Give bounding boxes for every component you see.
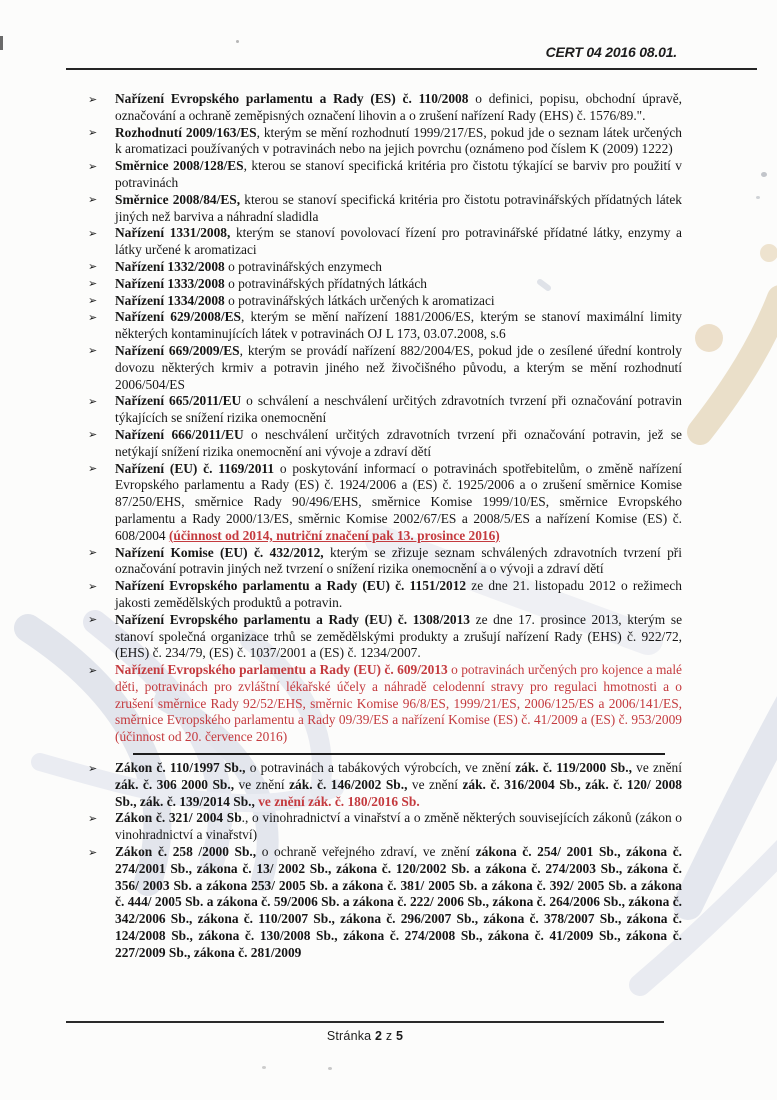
text-segment: Směrnice 2008/84/ES, bbox=[115, 191, 241, 207]
arrow-bullet-icon: ➢ bbox=[88, 126, 98, 140]
arrow-bullet-icon: ➢ bbox=[88, 92, 98, 106]
text-segment: (účinnost od 2014, nutriční značení pak 13. prosince 2016) bbox=[168, 527, 500, 543]
list-item bbox=[88, 342, 682, 393]
list-item bbox=[88, 91, 683, 125]
list-item bbox=[88, 810, 682, 844]
list-item bbox=[88, 844, 682, 962]
list-item bbox=[88, 258, 682, 276]
text-segment: Rozhodnutí 2009/163/ES bbox=[115, 124, 257, 140]
text-segment: Nařízení 666/2011/EU bbox=[115, 426, 244, 442]
text-segment: o schválení a neschválení určitých zdravotních tvrzení při označování potravin týkajících se snížení rizika onemocnění bbox=[115, 393, 682, 426]
arrow-bullet-icon: ➢ bbox=[88, 811, 98, 825]
text-segment: ze dne 17. prosince 2013, kterým se stanoví společná organizace trhů se zemědělskými produkty a zrušují nařízení Rady (EHS) č. 922/72, (EHS) č. 234/79, (ES) č. 1037/2001 a (ES) č. 1234/2007. bbox=[115, 611, 683, 661]
text-segment: Nařízení Evropského parlamentu a Rady (EU) č. 1308/2013 bbox=[115, 611, 471, 627]
text-segment: Nařízení 1332/2008 bbox=[115, 258, 225, 274]
arrow-bullet-icon: ➢ bbox=[88, 310, 98, 324]
arrow-bullet-icon: ➢ bbox=[88, 546, 98, 560]
text-segment: ve znění zák. č. 180/2016 Sb. bbox=[258, 793, 420, 809]
list-item bbox=[88, 191, 682, 226]
arrow-bullet-icon: ➢ bbox=[88, 344, 98, 358]
text-segment: zák. č. 306 2000 Sb., bbox=[115, 776, 235, 792]
list-item bbox=[88, 124, 683, 159]
text-segment: kterým se zřizuje seznam schválených zdravotních tvrzení při označování potravin jiných než tvrzení o snížení rizika onemocnění a o vývoji a zdraví dětí bbox=[115, 544, 682, 577]
text-segment: , kterým se mění rozhodnutí 1999/217/ES, pokud jde o seznam látek určených k aromatizaci používaných v potravinách nebo na jejich povrchu (oznámeno pod číslem K (2009) 1222) bbox=[115, 124, 683, 157]
text-segment: ze dne 21. listopadu 2012 o režimech jakosti zemědělských produktů a potravin. bbox=[115, 578, 682, 610]
text-segment: Zákon č. 258 /2000 Sb., bbox=[115, 844, 257, 860]
text-segment: Nařízení 1333/2008 bbox=[115, 275, 225, 291]
arrow-bullet-icon: ➢ bbox=[88, 663, 98, 677]
text-segment: kterým se stanoví povolovací řízení pro potravinářské přídatné látky, enzymy a látky určené k aromatizaci bbox=[115, 225, 682, 258]
text-segment: Nařízení Evropského parlamentu a Rady (EU) č. 1151/2012 bbox=[115, 578, 467, 594]
text-segment: zák. č. 146/2002 Sb., bbox=[289, 776, 408, 792]
arrow-bullet-icon: ➢ bbox=[88, 294, 98, 308]
text-segment: , kterým se mění nařízení 1881/2006/ES, kterým se stanoví maximální limity některých kontaminujících látek v potravinách OJ L 173, 03.07.2008, s.6 bbox=[115, 309, 682, 342]
list-item bbox=[88, 309, 682, 343]
text-segment: o poskytování informací o potravinách spotřebitelům, o změně nařízení Evropského parlamentu a Rady (ES) č. 1924/2006 a (ES) č. 1925/2006 a o zrušení směrnice Komise 87/250/EHS, směrnice Rady 90/496/EHS, směrnice Komise 1999/10/ES, směrnice Evropského parlamentu a Rady 2000/13/ES, směrnic Komise 2002/67/ES a 2008/5/ES a nařízení Komise (ES) č. 608/2004 bbox=[115, 460, 682, 543]
header-rule bbox=[66, 68, 757, 70]
text-segment: Nařízení Evropského parlamentu a Rady (ES) č. 110/2008 bbox=[115, 91, 469, 106]
footer-of-label: z bbox=[385, 1029, 393, 1043]
list-item bbox=[88, 158, 682, 192]
list-item bbox=[88, 393, 682, 427]
text-segment: Nařízení 1334/2008 bbox=[115, 292, 225, 308]
footer-page-label: Stránka bbox=[326, 1029, 372, 1043]
text-segment: Zákon č. 110/1997 Sb., bbox=[115, 760, 246, 776]
text-segment: ., o vinohradnictví a vinařství a o změně některých souvisejících zákonů (zákon o vinohradnictví a vinařství) bbox=[115, 810, 682, 843]
text-segment: o potravinách určených pro kojence a malé děti, potravinách pro zvláštní lékařské účely a náhradě celodenní stravy pro regulaci hmotnosti a o zrušení směrnice Rady 92/52/EHS, směrnic Komise 96/8/ES, 1999/21/ES, 2006/125/ES a 2006/141/ES, směrnice Evropského parlamentu a Rady 09/39/ES a nařízení Komise (ES) č. 41/2009 a (ES) č. 953/2009 (účinnost od 20. července 2016) bbox=[115, 662, 682, 745]
text-segment: o neschválení určitých zdravotních tvrzení při označování potravin, jež se netýkají snížení rizika onemocnění ani vývoje a zdraví dětí bbox=[115, 426, 682, 459]
footer-page-total: 5 bbox=[396, 1029, 404, 1043]
text-segment: , kterou se stanoví specifická kritéria pro čistotu týkající se barviv pro použití v potravinách bbox=[115, 158, 682, 190]
text-segment: Nařízení Evropského parlamentu a Rady (EU) č. 609/2013 bbox=[115, 662, 448, 678]
arrow-bullet-icon: ➢ bbox=[88, 193, 98, 207]
text-segment: o potravinářských přídatných látkách bbox=[224, 275, 427, 291]
text-segment: zákona č. 254/ 2001 Sb., zákona č. 274/2001 Sb., zákona č. 13/ 2002 Sb., zákona č. 120/2002 Sb. a zákona č. 274/2003 Sb., zákona č. 356/ 2003 Sb. a zákona 253/ 2005 Sb. a zákona č. 381/ 2005 Sb. a zákona č. 392/ 2005 Sb. a zákona č. 444/ 2005 Sb. a zákona č. 59/2006 Sb. a zákona č. 222/ 2006 Sb., zákona č. 264/2006 Sb., zákona č. 342/2006 Sb., zákona č. 110/2007 Sb., zákona č. 296/2007 Sb., zákona č. 378/2007 Sb., zákona č. 124/2008 Sb., zákona č. 130/2008 Sb., zákona č. 274/2008 Sb., zákona č. 41/2009 Sb., zákona č. 227/2009 Sb., zákona č. 281/2009 bbox=[115, 844, 682, 960]
list-item bbox=[88, 225, 682, 259]
text-segment: , kterým se provádí nařízení 882/2004/ES, pokud jde o zesílené úřední kontroly dovozu některých krmiv a potravin jiného než živočišného původu, a kterým se mění rozhodnutí 2006/504/ES bbox=[115, 342, 682, 392]
content-area bbox=[0, 91, 777, 962]
arrow-bullet-icon: ➢ bbox=[88, 761, 98, 775]
scan-edge-artifact bbox=[0, 36, 3, 50]
text-segment: ve znění bbox=[631, 760, 682, 776]
arrow-bullet-icon: ➢ bbox=[88, 579, 98, 593]
scan-speck bbox=[262, 1066, 266, 1069]
text-segment: o definici, popisu, obchodní úpravě, označování a ochraně zeměpisných označení lihovin a o zrušení nařízení Rady (EHS) č. 1576/89.". bbox=[115, 91, 683, 123]
text-segment: zák. č. 119/2000 Sb., bbox=[515, 760, 632, 776]
text-segment: Nařízení 629/2008/ES bbox=[115, 309, 241, 325]
arrow-bullet-icon: ➢ bbox=[88, 613, 98, 627]
scan-speck bbox=[328, 1067, 332, 1070]
text-segment: o potravinářských enzymech bbox=[224, 258, 382, 274]
eu-regulation-list bbox=[0, 91, 777, 746]
text-segment: ve znění bbox=[407, 776, 463, 792]
arrow-bullet-icon: ➢ bbox=[88, 159, 98, 173]
footer-page-number: 2 bbox=[375, 1029, 383, 1043]
arrow-bullet-icon: ➢ bbox=[88, 394, 98, 408]
text-segment: Směrnice 2008/128/ES bbox=[115, 158, 244, 174]
footer-rule bbox=[66, 1021, 664, 1023]
text-segment: ve znění bbox=[234, 776, 290, 792]
arrow-bullet-icon: ➢ bbox=[88, 462, 98, 476]
scan-speck bbox=[236, 40, 239, 43]
arrow-bullet-icon: ➢ bbox=[88, 277, 98, 291]
list-item bbox=[88, 460, 682, 545]
text-segment: Nařízení 669/2009/ES bbox=[115, 342, 240, 358]
text-segment: kterou se stanoví specifická kritéria pro čistotu potravinářských přídatných látek jiných než barviva a náhradní sladidla bbox=[115, 191, 682, 224]
document-code: CERT 04 2016 08.01. bbox=[545, 44, 677, 60]
text-segment: Nařízení 1331/2008, bbox=[115, 225, 231, 241]
section-divider-rule bbox=[133, 753, 665, 755]
arrow-bullet-icon: ➢ bbox=[88, 845, 98, 859]
list-item bbox=[88, 662, 682, 746]
cz-law-list bbox=[0, 760, 777, 962]
list-item bbox=[88, 611, 683, 662]
text-segment: Nařízení (EU) č. 1169/2011 bbox=[115, 460, 275, 476]
text-segment: o potravinách a tabákových výrobcích, ve znění bbox=[245, 760, 516, 776]
text-segment: Nařízení Komise (EU) č. 432/2012, bbox=[115, 544, 324, 560]
list-item bbox=[88, 544, 682, 579]
text-segment: Nařízení 665/2011/EU bbox=[115, 393, 242, 409]
list-item bbox=[88, 275, 682, 293]
list-item bbox=[88, 426, 682, 461]
page-footer bbox=[66, 1029, 664, 1043]
list-item bbox=[88, 292, 682, 310]
text-segment: Zákon č. 321/ 2004 Sb bbox=[115, 810, 242, 826]
text-segment: o potravinářských látkách určených k aromatizaci bbox=[224, 292, 495, 308]
arrow-bullet-icon: ➢ bbox=[88, 260, 98, 274]
arrow-bullet-icon: ➢ bbox=[88, 428, 98, 442]
list-item bbox=[88, 578, 682, 612]
list-item bbox=[88, 760, 682, 810]
text-segment: zák. č. 316/2004 Sb., zák. č. 120/ 2008 Sb., zák. č. 139/2014 Sb., bbox=[115, 776, 682, 809]
arrow-bullet-icon: ➢ bbox=[88, 226, 98, 240]
text-segment: o ochraně veřejného zdraví, ve znění bbox=[256, 844, 476, 860]
